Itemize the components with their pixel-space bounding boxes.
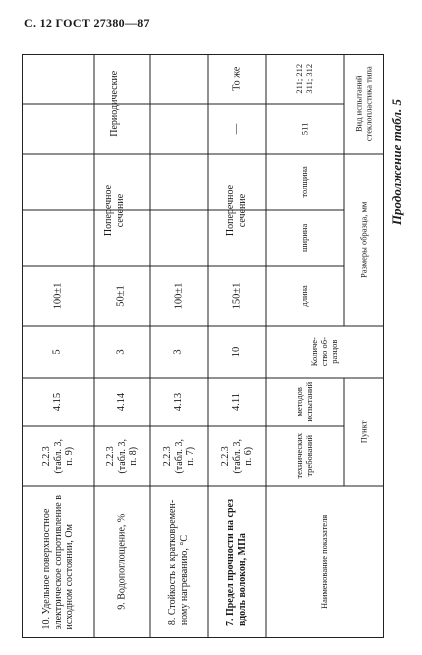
header-quantity bbox=[266, 326, 384, 378]
header-name bbox=[266, 486, 384, 638]
header-tech-req-line: требований bbox=[304, 435, 314, 477]
header-sizes-line: Размеры образца, мм bbox=[358, 201, 369, 279]
same-as-row7 bbox=[208, 54, 266, 104]
row-tech-9-line: 2.2.3 bbox=[104, 446, 116, 466]
row-name-7 bbox=[208, 486, 266, 638]
row-tech-8-line: (табл. 3, bbox=[173, 438, 185, 474]
header-width-line: ширина bbox=[299, 223, 310, 253]
row-tech-7-line: (табл. 3, bbox=[231, 438, 243, 474]
header-test-type-line: стеклопластика типа bbox=[363, 66, 373, 142]
row-length-10 bbox=[22, 266, 94, 326]
header-type-b-line: 511 bbox=[299, 122, 310, 136]
header-type-b bbox=[266, 104, 344, 154]
header-quantity-line: ство об- bbox=[319, 337, 330, 367]
row-tech-10-line: п. 9) bbox=[63, 446, 75, 466]
dash-row7-line: — bbox=[230, 123, 242, 135]
header-quantity-line: Количе- bbox=[309, 337, 320, 367]
row-method-8-line: 4.13 bbox=[172, 392, 184, 412]
row-length-7-line: 150±1 bbox=[230, 282, 242, 310]
row-tech-9-line: п. 8) bbox=[127, 446, 139, 466]
header-test-type bbox=[344, 54, 384, 154]
row-name-7-line: вдоль волокон, МПа bbox=[237, 532, 248, 626]
header-type-a bbox=[266, 54, 344, 104]
header-thickness bbox=[266, 154, 344, 210]
row-method-10 bbox=[22, 378, 94, 426]
cross-section-row7-line: сечение bbox=[237, 193, 248, 227]
row-method-8 bbox=[150, 378, 208, 426]
header-test-type-line: Вид испытаний bbox=[353, 75, 364, 133]
row-tech-7-line: 2.2.3 bbox=[219, 446, 231, 466]
row-method-7 bbox=[208, 378, 266, 426]
row-method-9 bbox=[94, 378, 150, 426]
row-tech-8-line: 2.2.3 bbox=[161, 446, 173, 466]
row-qty-9 bbox=[94, 326, 150, 378]
header-tech-req-line: технических bbox=[294, 433, 305, 479]
row-name-8 bbox=[150, 486, 208, 638]
header-sizes bbox=[344, 154, 384, 326]
cross-section-rows8-10 bbox=[22, 154, 208, 266]
header-test-methods bbox=[266, 378, 344, 426]
header-thickness-line: толщина bbox=[299, 166, 310, 198]
row-length-9 bbox=[94, 266, 150, 326]
header-length bbox=[266, 266, 344, 326]
same-as-row7-line: То же bbox=[231, 66, 243, 92]
header-type-a-line: 311; 312 bbox=[303, 64, 314, 94]
row-qty-7-line: 10 bbox=[230, 346, 242, 358]
header-type-a-line: 211; 212 bbox=[294, 64, 305, 94]
row-method-9-line: 4.14 bbox=[115, 392, 127, 412]
row-qty-8-line: 3 bbox=[172, 349, 184, 355]
row-name-10 bbox=[22, 486, 94, 638]
row-qty-9-line: 3 bbox=[115, 349, 127, 355]
row-name-9-line: 9. Водопоглощение, % bbox=[116, 513, 128, 611]
cross-section-rows8-10-line: сечение bbox=[115, 193, 126, 227]
row-name-10-line: исходном состоянии, Ом bbox=[63, 523, 75, 630]
cross-section-row7-line: Поперечное bbox=[225, 184, 237, 236]
row-name-10-line: 10. Удельное поверхностное bbox=[40, 508, 52, 630]
header-name-line: Наименование показателя bbox=[319, 514, 330, 610]
row-qty-10 bbox=[22, 326, 94, 378]
row-qty-8 bbox=[150, 326, 208, 378]
data-table bbox=[22, 54, 384, 638]
row-tech-9-line: (табл. 3, bbox=[116, 438, 128, 474]
continuation-caption: Продолжение табл. 5 bbox=[389, 98, 404, 226]
row-length-10-line: 100±1 bbox=[51, 282, 63, 310]
row-qty-10-line: 5 bbox=[51, 349, 63, 355]
periodic-rows8-10-line: Периодические bbox=[109, 71, 121, 137]
row-tech-9 bbox=[94, 426, 150, 486]
header-test-methods-line: испытаний bbox=[303, 382, 314, 422]
row-tech-10-line: (табл. 3, bbox=[52, 438, 64, 474]
row-name-10-line: электрическое сопротивление в bbox=[52, 494, 64, 630]
header-length-line: длина bbox=[299, 285, 310, 307]
header-test-methods-line: методов bbox=[294, 387, 305, 417]
header-width bbox=[266, 210, 344, 266]
row-method-10-line: 4.15 bbox=[51, 392, 63, 412]
row-length-8 bbox=[150, 266, 208, 326]
header-punkt bbox=[344, 378, 384, 486]
row-length-8-line: 100±1 bbox=[172, 282, 184, 310]
row-length-9-line: 50±1 bbox=[115, 285, 127, 307]
row-tech-10-line: 2.2.3 bbox=[40, 446, 52, 466]
row-tech-7-line: п. 6) bbox=[242, 446, 254, 466]
row-tech-10 bbox=[22, 426, 94, 486]
periodic-rows8-10 bbox=[22, 54, 208, 154]
row-method-7-line: 4.11 bbox=[230, 393, 242, 411]
dash-row7 bbox=[208, 104, 266, 154]
header-tech-req bbox=[266, 426, 344, 486]
header-punkt-line: Пункт bbox=[358, 420, 369, 444]
row-tech-8-line: п. 7) bbox=[184, 446, 196, 466]
header-quantity-line: разцов bbox=[328, 339, 339, 365]
row-qty-7 bbox=[208, 326, 266, 378]
page-header: С. 12 ГОСТ 27380—87 bbox=[24, 16, 150, 30]
row-length-7 bbox=[208, 266, 266, 326]
row-name-8-line: 8. Стойкость к кратковремен- bbox=[167, 499, 179, 625]
cross-section-rows8-10-line: Поперечное bbox=[103, 184, 115, 236]
row-name-8-line: ному нагреванию, °С bbox=[179, 534, 191, 625]
row-tech-7 bbox=[208, 426, 266, 486]
row-tech-8 bbox=[150, 426, 208, 486]
row-name-7-line: 7. Предел прочности на срез bbox=[225, 498, 237, 626]
row-name-9 bbox=[94, 486, 150, 638]
cross-section-row7 bbox=[208, 154, 266, 266]
